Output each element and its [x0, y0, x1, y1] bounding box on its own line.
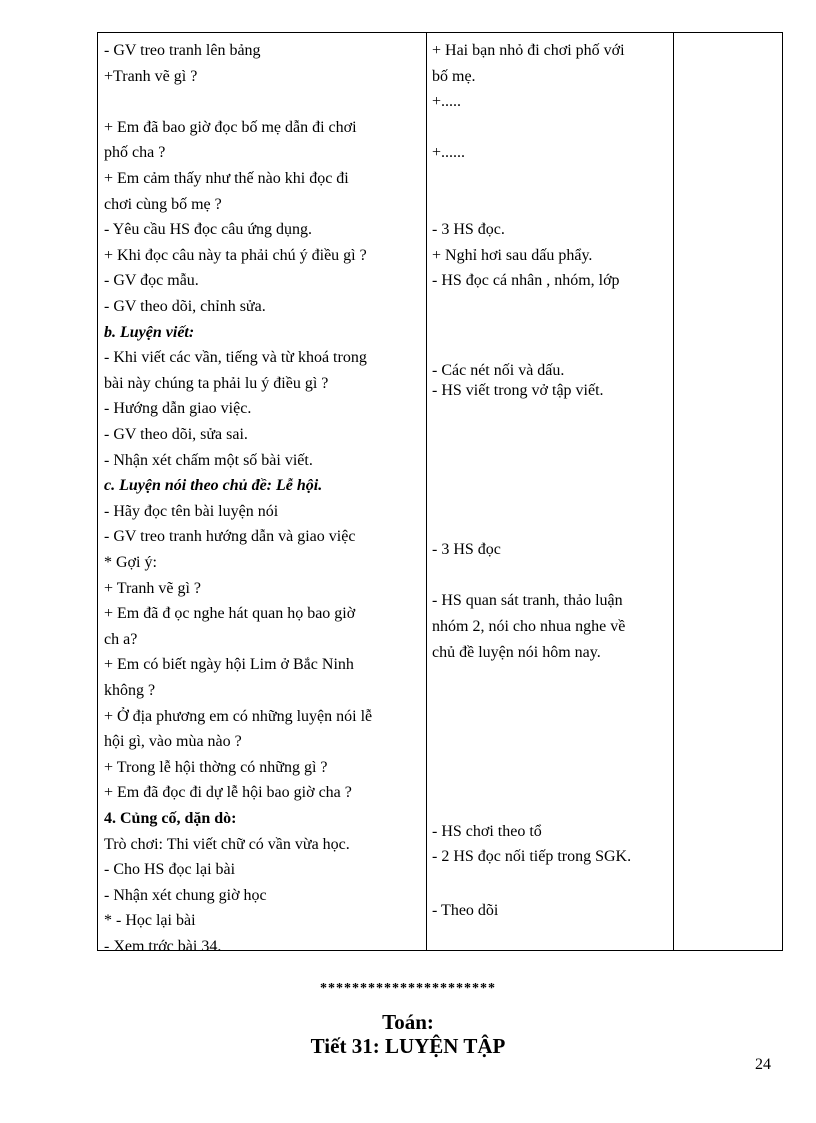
student-line: + Hai bạn nhỏ đi chơi phố với — [432, 42, 625, 59]
teacher-line: + Khi đọc câu này ta phải chú ý điều gì ? — [104, 246, 367, 264]
student-line: - HS đọc cá nhân , nhóm, lớp — [432, 272, 620, 290]
teacher-line: - GV đọc mẫu. — [104, 272, 199, 290]
student-line: - Các nét nối và dấu. — [432, 362, 565, 379]
student-line: nhóm 2, nói cho nhua nghe về — [432, 618, 626, 635]
teacher-line: + Em có biết ngày hội Lim ở Bắc Ninh — [104, 656, 354, 674]
teacher-line: chơi cùng bố mẹ ? — [104, 195, 222, 213]
teacher-line: ch a? — [104, 630, 138, 648]
teacher-line: - GV theo dõi, chỉnh sửa. — [104, 298, 266, 315]
column-divider-1 — [426, 33, 427, 950]
student-line: - 3 HS đọc — [432, 541, 501, 559]
teacher-line: - Nhận xét chấm một số bài viết. — [104, 451, 313, 469]
student-line: +...... — [432, 144, 466, 162]
teacher-line: c. Luyện nói theo chủ đề: Lễ hội. — [104, 477, 323, 495]
subject-title: Toán: — [382, 1010, 434, 1034]
column-divider-2 — [673, 33, 674, 950]
student-line: - HS chơi theo tổ — [432, 822, 542, 840]
teacher-line: +Tranh vẽ gì ? — [104, 67, 198, 85]
student-line: - 3 HS đọc. — [432, 221, 505, 239]
student-line: bố mẹ. — [432, 67, 476, 85]
teacher-line: b. Luyện viết: — [104, 323, 195, 341]
teacher-line: Trò chơi: Thi viết chữ có vần vừa học. — [104, 835, 350, 853]
teacher-line: - GV treo tranh lên bảng — [104, 42, 261, 59]
teacher-line: + Tranh vẽ gì ? — [104, 579, 202, 597]
teacher-line: + Em đã bao giờ đọc bố mẹ dẫn đi chơi — [104, 118, 357, 136]
student-line: +..... — [432, 93, 462, 111]
student-line: - 2 HS đọc nối tiếp trong SGK. — [432, 848, 632, 866]
teacher-line: - Yêu cầu HS đọc câu ứng dụng. — [104, 221, 313, 239]
student-line: + Nghỉ hơi sau dấu phẩy. — [432, 246, 593, 264]
teacher-line: - Hãy đọc tên bài luyện nói — [104, 502, 279, 520]
teacher-line: - Nhận xét chung giờ học — [104, 886, 267, 904]
teacher-line: hội gì, vào mùa nào ? — [104, 733, 242, 751]
teacher-line: * Gợi ý: — [104, 554, 157, 571]
student-line: - HS quan sát tranh, thảo luận — [432, 592, 623, 610]
teacher-line: 4. Củng cố, dặn dò: — [104, 810, 237, 827]
teacher-line: bài này chúng ta phải lu ý điều gì ? — [104, 374, 329, 392]
student-line: chủ đề luyện nói hôm nay. — [432, 643, 601, 661]
student-line: - Theo dõi — [432, 902, 499, 920]
lesson-title: Tiết 31: LUYỆN TẬP — [310, 1034, 506, 1058]
student-line: - HS viết trong vở tập viết. — [432, 382, 604, 400]
teacher-line: không ? — [104, 682, 156, 699]
separator: ********************** — [320, 981, 496, 996]
teacher-line: - GV theo dõi, sửa sai. — [104, 426, 248, 443]
teacher-line: + Ở địa phương em có những luyện nói lễ — [104, 707, 373, 725]
teacher-line: + Trong lễ hội thờng có những gì ? — [104, 758, 328, 776]
page-number: 24 — [755, 1056, 771, 1073]
lesson-plan-table — [97, 32, 783, 955]
teacher-line: - GV treo tranh hướng dẫn và giao việc — [104, 528, 356, 546]
teacher-line: - Khi viết các vần, tiếng và từ khoá trong — [104, 349, 367, 367]
teacher-line: + Em cảm thấy như thế nào khi đọc đi — [104, 170, 349, 187]
teacher-line: - Cho HS đọc lại bài — [104, 861, 236, 879]
teacher-line: phố cha ? — [104, 144, 166, 162]
teacher-line: - Hướng dẫn giao việc. — [104, 400, 252, 418]
teacher-line: - Xem trớc bài 34. — [104, 938, 222, 955]
teacher-line: + Em đã đ ọc nghe hát quan họ bao giờ — [104, 605, 356, 623]
teacher-line: + Em đã đọc đi dự lễ hội bao giờ cha ? — [104, 784, 352, 802]
teacher-line: * - Học lại bài — [104, 912, 196, 930]
